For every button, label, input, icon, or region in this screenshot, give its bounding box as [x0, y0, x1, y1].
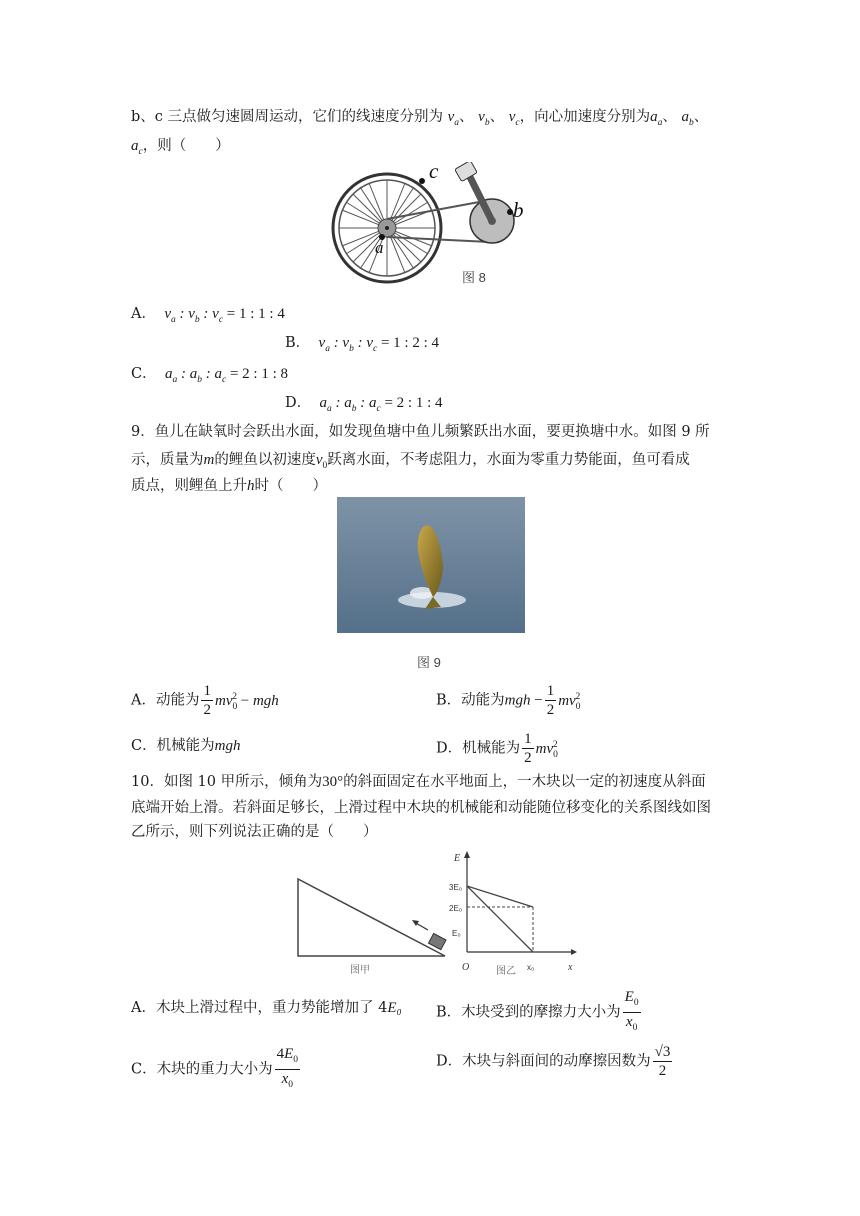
fraction-4e0-x0: $\frac{4E_0}{x_0}$ [276, 1046, 299, 1090]
q9-text: 质点，则鲤鱼上升 [131, 478, 247, 494]
q9-option-a [131, 682, 279, 719]
q10-option-d [436, 1043, 674, 1080]
q10-option-c [131, 1045, 302, 1094]
option-a-expr: E₀ [387, 1000, 402, 1016]
q9-text: 的鲤鱼以初速度 [214, 452, 316, 468]
q8-line2 [131, 136, 230, 162]
label-b: b [513, 198, 524, 222]
axis-e-label: E [454, 853, 461, 864]
option-label: C．木块的重力大小为 [131, 1061, 273, 1078]
q9-option-d [436, 730, 558, 767]
wooden-block [428, 933, 446, 949]
option-label: A．木块上滑过程中，重力势能增加了 4 [131, 1000, 388, 1016]
label-c: c [429, 162, 439, 183]
point-c [419, 178, 425, 184]
option-label: B．木块受到的摩擦力大小为 [436, 1004, 621, 1021]
e1-label: E₀ [452, 929, 461, 938]
q9-text: 示，质量为 [131, 452, 204, 468]
axis-x-label: x [568, 962, 573, 973]
option-c-expr: $a_a$ : $a_b$ : $a_c = 2$ : 1 : 8 [161, 366, 288, 385]
fraction-e0-x0: $\frac{E_0}{x_0}$ [624, 989, 639, 1033]
var-m: m [203, 452, 215, 468]
q9-text: 跃离水面，不考虑阻力，水面为零重力势能面，鱼可看成 [327, 452, 690, 468]
figure-10-yi-graph [449, 848, 579, 976]
option-a-expr: $v_a$ : $v_b$ : $v_c = 1$ : 1 : 4 [160, 306, 285, 325]
option-label: A． [131, 306, 156, 322]
q10-line2: 底端开始上滑。若斜面足够长，上滑过程中木块的机械能和动能随位移变化的关系图线如图 [131, 800, 711, 816]
e3-label: 3E₀ [449, 883, 463, 892]
angle-value: 30° [322, 774, 344, 790]
var-vc: $v_c$ [508, 109, 520, 128]
var-vb: $v_b$ [478, 109, 490, 128]
option-d-expr: $mv_0^2$ [535, 739, 558, 760]
q10-text: 的斜面固定在水平地面上，一木块以一定的初速度从斜面 [343, 774, 706, 790]
q9-option-b [436, 682, 580, 719]
figure-8-caption: 图 8 [462, 270, 486, 285]
option-label: D． [285, 395, 312, 411]
q9-option-c [131, 736, 240, 756]
var-ac: $a_c$ [131, 138, 143, 157]
option-b-expr: $v_a$ : $v_b$ : $v_c = 1$ : 2 : 4 [314, 335, 440, 354]
label-a: a [375, 238, 384, 257]
fig-jia-caption: 图甲 [350, 965, 370, 976]
q9-line2 [131, 450, 690, 476]
e2-label: 2E₀ [449, 904, 463, 913]
rear-hub-center [385, 226, 389, 230]
x0-label: x₀ [527, 963, 535, 972]
fraction-half: $\frac{1}{2}$ [203, 683, 211, 718]
option-label: A．动能为 [131, 692, 200, 709]
fig-yi-caption: 图乙 [496, 966, 516, 976]
option-c-expr: mgh [214, 738, 241, 754]
fraction-half: $\frac{1}{2}$ [546, 683, 555, 718]
var-ab: $a_b$ [681, 109, 694, 128]
q8-stem-mid: ，向心加速度分别为 [519, 109, 651, 125]
q10-option-b [436, 988, 643, 1037]
option-d-expr: $a_a$ : $a_b$ : $a_c = 2$ : 1 : 4 [315, 395, 443, 414]
option-label: C．机械能为 [131, 738, 215, 754]
option-a-expr: $mv_0^2$ − mgh [214, 691, 279, 712]
var-h: h [247, 478, 255, 494]
q8-option-b [285, 333, 439, 359]
q8-line1: b、c 三点做匀速圆周运动，它们的线速度分别为 $v_a$、 $v_b$、 $v_c$，向心加速度分别为$a_a$、 $a_b$、 [131, 109, 709, 128]
option-b-expr: mgh − [504, 692, 543, 709]
option-label: B． [285, 335, 311, 351]
q10-option-a [131, 998, 402, 1018]
q9-line1: 9．鱼儿在缺氧时会跃出水面，如发现鱼塘中鱼儿频繁跃出水面，要更换塘中水。如图 9 所 [131, 424, 710, 440]
q8-option-d [285, 393, 443, 419]
option-label: D．木块与斜面间的动摩擦因数为 [436, 1053, 651, 1070]
option-label: C． [131, 366, 157, 382]
figure-8-bicycle [330, 162, 535, 287]
q10-text: 10．如图 10 甲所示，倾角为 [131, 774, 323, 790]
q10-line1 [131, 772, 706, 792]
fraction-half: $\frac{1}{2}$ [524, 731, 532, 766]
q9-text: 时（ ） [254, 478, 327, 494]
var-va: $v_a$ [447, 109, 460, 128]
figure-10-jia-incline [295, 876, 455, 976]
q8-option-c [131, 364, 288, 390]
q10-line3: 乙所示，则下列说法正确的是（ ） [131, 824, 378, 840]
q8-option-a [131, 304, 285, 330]
figure-9-caption: 图 9 [417, 655, 441, 670]
fraction-sqrt3-2: $\frac{√3}{2}$ [654, 1044, 671, 1079]
option-label: B．动能为 [436, 692, 505, 709]
incline-triangle [298, 879, 445, 956]
var-v0: $v_0$ [315, 452, 328, 471]
origin-label: O [462, 962, 470, 973]
var-aa: $a_a$ [650, 109, 663, 128]
q9-line3 [131, 476, 327, 496]
option-label: D．机械能为 [436, 740, 521, 757]
q8-stem-end: ，则（ ） [142, 138, 230, 154]
q8-stem-text: b、c 三点做匀速圆周运动，它们的线速度分别为 [131, 109, 444, 125]
option-b-expr-tail: $mv_0^2$ [558, 691, 581, 712]
figure-9-fish-photo [337, 497, 525, 633]
